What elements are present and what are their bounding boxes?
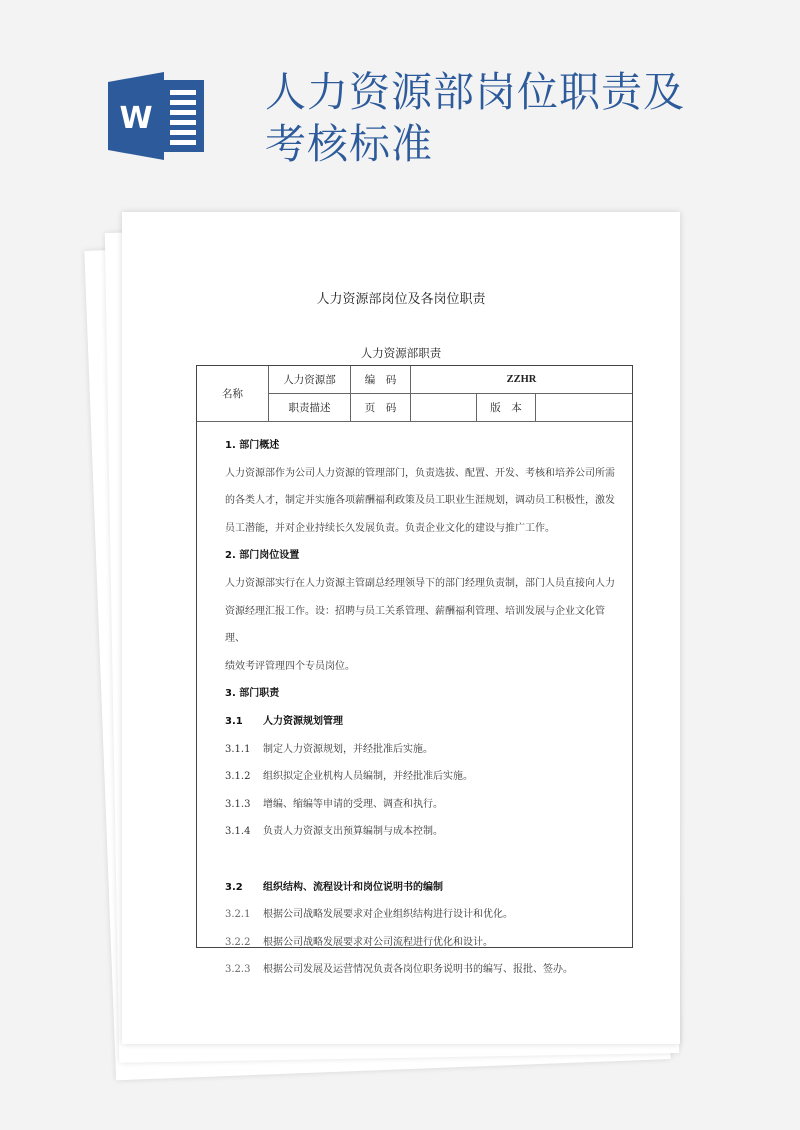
version-label: 版 本 <box>477 394 536 422</box>
table-title: 人力资源部职责 <box>360 346 442 360</box>
list-item: 3.1.1 制定人力资源规划，并经批准后实施。 <box>225 743 433 755</box>
section-heading: 1. 部门概述 <box>225 440 280 451</box>
list-item: 3.2.2 根据公司战略发展要求对公司流程进行优化和设计。 <box>225 936 493 948</box>
section-heading: 2. 部门岗位设置 <box>225 550 300 562</box>
word-icon <box>108 72 208 160</box>
paragraph-line: 人力资源部作为公司人力资源的管理部门，负责选拔、配置、开发、考核和培养公司所需 <box>225 467 615 479</box>
name-label: 名称 <box>197 366 269 422</box>
duty-table <box>196 365 633 976</box>
code-label: 编 码 <box>351 366 411 394</box>
code-value: ZZHR <box>411 366 632 394</box>
svg-text:W: W <box>119 101 153 136</box>
dept-name: 人力资源部 <box>269 366 351 394</box>
document-title: 人力资源部岗位及各岗位职责 <box>316 292 486 307</box>
paragraph-line: 的各类人才，制定并实施各项薪酬福利政策及员工职业生涯规划，调动员工积极性，激发 <box>225 495 615 507</box>
list-item: 3.1.4 负责人力资源支出预算编制与成本控制。 <box>225 826 443 838</box>
page-label: 页 码 <box>351 394 411 422</box>
subsection-heading: 3.2 组织结构、流程设计和岗位说明书的编制 <box>225 881 443 893</box>
list-item: 3.1.3 增编、缩编等申请的受理、调查和执行。 <box>225 798 443 810</box>
table-body <box>225 432 622 984</box>
subsection-heading: 3.1 人力资源规划管理 <box>225 715 343 727</box>
list-item: 3.2.3 根据公司发展及运营情况负责各岗位职务说明书的编写、报批、签办。 <box>225 964 573 976</box>
document-page <box>122 212 680 1044</box>
paragraph-line: 员工潜能，并对企业持续长久发展负责。负责企业文化的建设与推广工作。 <box>225 522 555 534</box>
list-item: 3.1.2 组织拟定企业机构人员编制，并经批准后实施。 <box>225 771 473 783</box>
list-item: 3.2.1 根据公司战略发展要求对企业组织结构进行设计和优化。 <box>225 909 513 921</box>
version-value <box>536 394 632 422</box>
paragraph-line: 人力资源部实行在人力资源主管副总经理领导下的部门经理负责制，部门人员直接向人力 <box>225 577 615 589</box>
desc-label: 职责描述 <box>269 394 351 422</box>
section-heading: 3. 部门职责 <box>225 688 280 700</box>
paragraph-line: 资源经理汇报工作。设：招聘与员工关系管理、薪酬福利管理、培训发展与企业文化管理、 <box>225 605 605 645</box>
page-title: 人力资源部岗位职责及 考核标准 <box>265 68 685 168</box>
page-value <box>411 394 477 422</box>
paragraph-line: 绩效考评管理四个专员岗位。 <box>225 660 355 672</box>
